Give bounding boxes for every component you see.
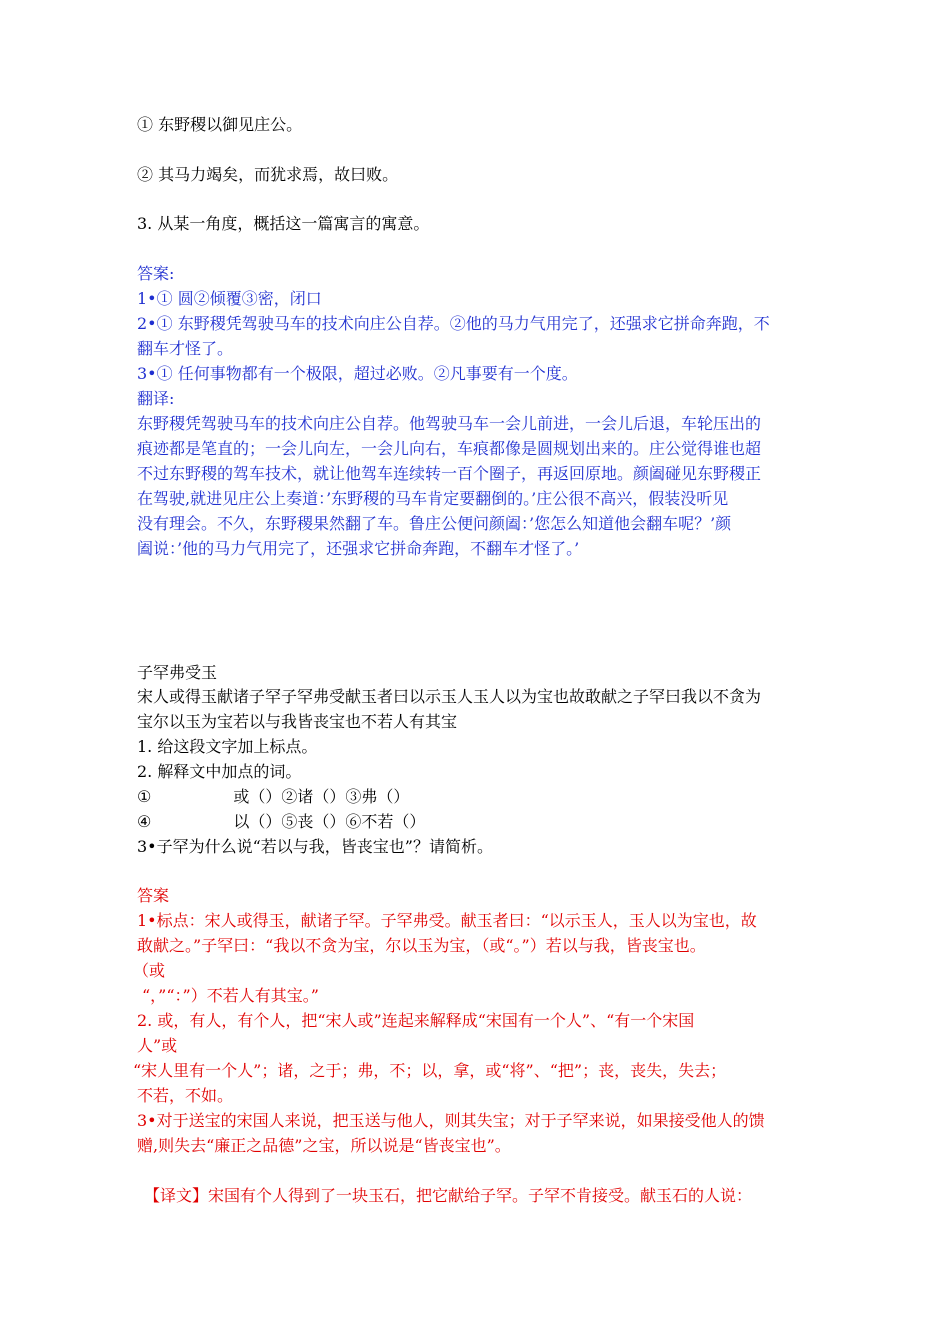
question-item: ① 东野稷以御见庄公。: [137, 115, 303, 134]
answer-line: “，”“：”）不若人有其宝。”: [142, 986, 319, 1005]
question-2-row: [137, 786, 409, 808]
answer-line: “宋人里有一个人”；诸，之于；弗，不；以，拿，或“将”、“把”；丧，丧失，失去；: [133, 1061, 727, 1080]
translation-line: 不过东野稷的驾车技术，就让他驾车连续转一百个圈子，再返回原地。颜阖碰见东野稷正: [137, 464, 762, 483]
question-item: ② 其马力竭矣，而犹求焉，故曰败。: [137, 165, 399, 184]
row-words: 或（）②诸（）③弗（）: [233, 787, 410, 806]
answer-line: 翻车才怪了。: [137, 339, 234, 358]
question-1: 1. 给这段文字加上标点。: [137, 737, 318, 756]
translation-line: 东野稷凭驾驶马车的技术向庄公自荐。他驾驶马车一会儿前进，一会儿后退，车轮压出的: [137, 414, 762, 433]
passage-line: 宋人或得玉献诸子罕子罕弗受献玉者曰以示玉人玉人以为宝也故敢献之子罕曰我以不贪为: [137, 687, 762, 706]
answer-line: 3•对于送宝的宋国人来说，把玉送与他人，则其失宝；对于子罕来说，如果接受他人的馈: [137, 1111, 765, 1130]
row-number: ①: [137, 787, 152, 806]
row-number: ④: [137, 812, 152, 831]
question-3: 3. 从某一角度，概括这一篇寓言的寓意。: [137, 214, 430, 233]
answer-line: （或: [133, 961, 166, 980]
question-3: 3•子罕为什么说“若以与我，皆丧宝也”？请简析。: [137, 837, 493, 856]
translation-line: 没有理会。不久，东野稷果然翻了车。鲁庄公便问颜阖：’您怎么知道他会翻车呢？’颜: [137, 514, 732, 533]
passage-title: 子罕弗受玉: [137, 663, 218, 682]
translation-line: 在驾驶,就进见庄公上奏道：’东野稷的马车肯定要翻倒的。’庄公很不高兴，假装没听见: [137, 489, 729, 508]
answer-line: 不若，不如。: [137, 1086, 234, 1105]
answer-label: 答案: [137, 886, 170, 905]
question-2: 2. 解释文中加点的词。: [137, 762, 302, 781]
answer-line: 1•① 圆②倾覆③密，闭口: [137, 289, 322, 308]
translation-line: 痕迹都是笔直的；一会儿向左，一会儿向右，车痕都像是圆规划出来的。庄公觉得谁也超: [137, 439, 762, 458]
translation-line: 阖说：’他的马力气用完了，还强求它拼命奔跑，不翻车才怪了。’: [137, 539, 580, 558]
translation-label: 翻译:: [137, 389, 175, 408]
answer-line: 2•① 东野稷凭驾驶马车的技术向庄公自荐。②他的马力气用完了，还强求它拼命奔跑，不: [137, 314, 770, 333]
answer-line: 赠,则失去“廉正之品德”之宝，所以说是“皆丧宝也”。: [137, 1136, 511, 1155]
answer-line: 人”或: [137, 1036, 178, 1055]
answer-line: 2. 或，有人，有个人，把“宋人或”连起来解释成“宋国有一个人”、“有一个宋国: [137, 1011, 695, 1030]
answer-line: 敢献之。”子罕曰：“我以不贪为宝，尔以玉为宝，（或“。”）若以与我，皆丧宝也。: [137, 936, 706, 955]
answer-label: 答案:: [137, 264, 175, 283]
question-2-row: [137, 811, 425, 833]
passage-line: 宝尔以玉为宝若以与我皆丧宝也不若人有其宝: [137, 712, 458, 731]
row-words: 以（）⑤丧（）⑥不若（）: [233, 812, 426, 831]
answer-line: 3•① 任何事物都有一个极限，超过必败。②凡事要有一个度。: [137, 364, 578, 383]
answer-line: 1•标点：宋人或得玉，献诸子罕。子罕弗受。献玉者曰：“以示玉人，玉人以为宝也，故: [137, 911, 757, 930]
translation-line: 【译文】宋国有个人得到了一块玉石，把它献给子罕。子罕不肯接受。献玉石的人说：: [144, 1186, 753, 1205]
